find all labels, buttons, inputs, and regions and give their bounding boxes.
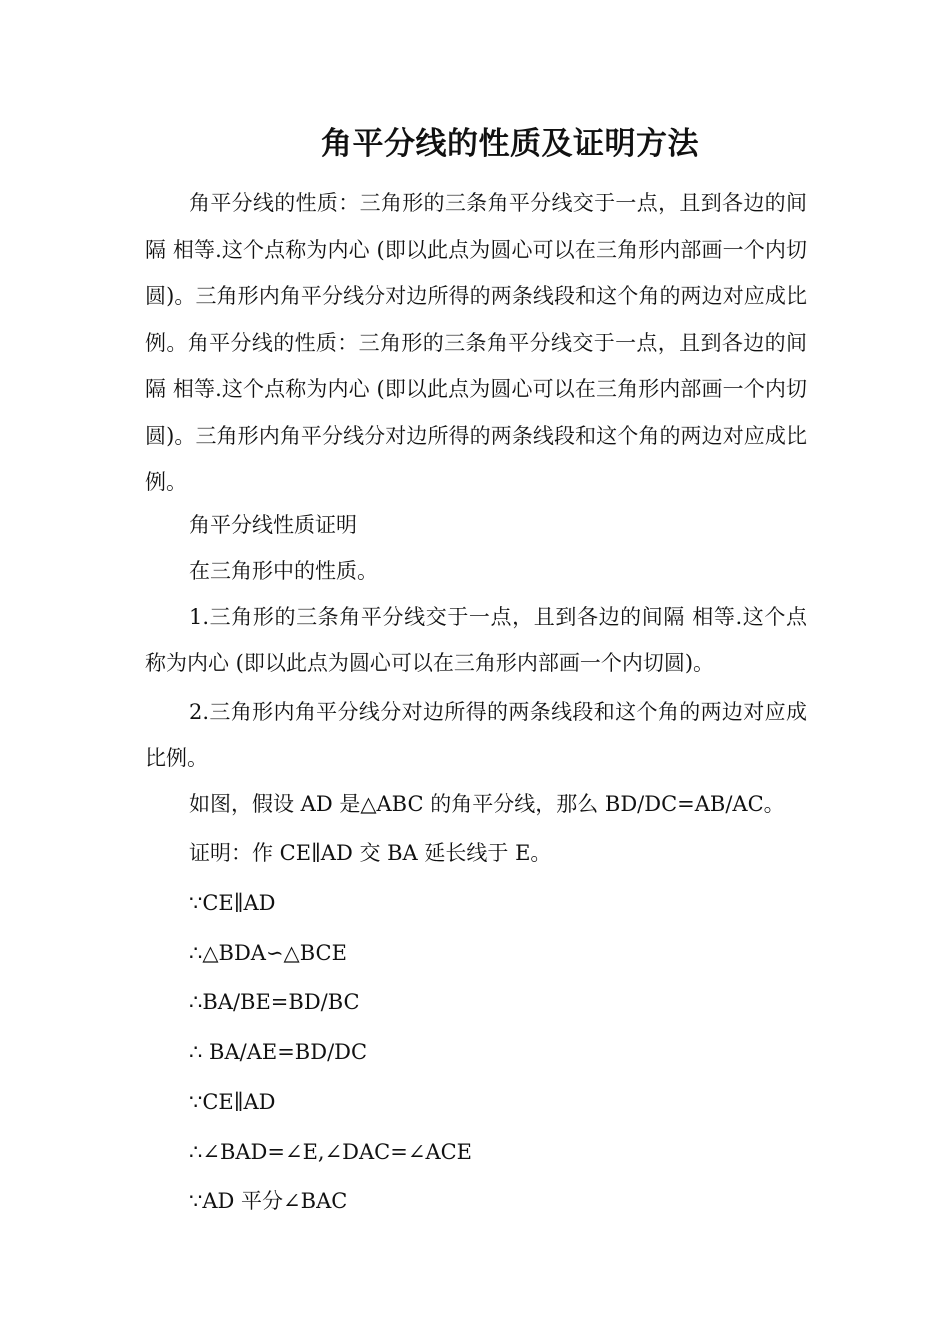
proof-step: ∴ BA/AE=BD/DC xyxy=(189,1040,368,1064)
intro-paragraph: 角平分线的性质：三角形的三条角平分线交于一点，且到各边的间隔 相等.这个点称为内心 (即以此点为圆心可以在三角形内部画一个内切圆)。三角形内角平分线分对边所得的两条线段和这个角的两边对应成比例。角平分线的性质：三角形的三条角平分线交于一点，且到各边的间隔 相等.这个点称为内心 (即以此点为圆心可以在三角形内部画一个内切圆)。三角形内角平分线分对边所得的两条线段和这个角的两边对应成比例。 xyxy=(145,191,807,494)
proof-intro: 证明：作 CE∥AD 交 BA 延长线于 E。 xyxy=(189,841,552,865)
proof-step: ∵CE∥AD xyxy=(189,891,276,915)
proof-step: ∴BA/BE=BD/BC xyxy=(189,990,360,1014)
proof-step: ∵CE∥AD xyxy=(189,1090,276,1114)
proof-step: ∵AD 平分∠BAC xyxy=(189,1189,348,1213)
proof-step: ∴∠BAD=∠E,∠DAC=∠ACE xyxy=(189,1140,473,1164)
figure-statement: 如图，假设 AD 是△ABC 的角平分线，那么 BD/DC=AB/AC。 xyxy=(189,792,785,816)
property-item-2: 2.三角形内角平分线分对边所得的两条线段和这个角的两边对应成比例。 xyxy=(145,700,807,770)
property-item-1: 1.三角形的三条角平分线交于一点，且到各边的间隔 相等.这个点称为内心 (即以此点为圆心可以在三角形内部画一个内切圆)。 xyxy=(145,605,807,675)
proof-step: ∴△BDA∽△BCE xyxy=(189,941,347,965)
heading-proof: 角平分线性质证明 xyxy=(189,513,357,537)
heading-triangle: 在三角形中的性质。 xyxy=(189,559,378,583)
document-title: 角平分线的性质及证明方法 xyxy=(321,126,699,162)
